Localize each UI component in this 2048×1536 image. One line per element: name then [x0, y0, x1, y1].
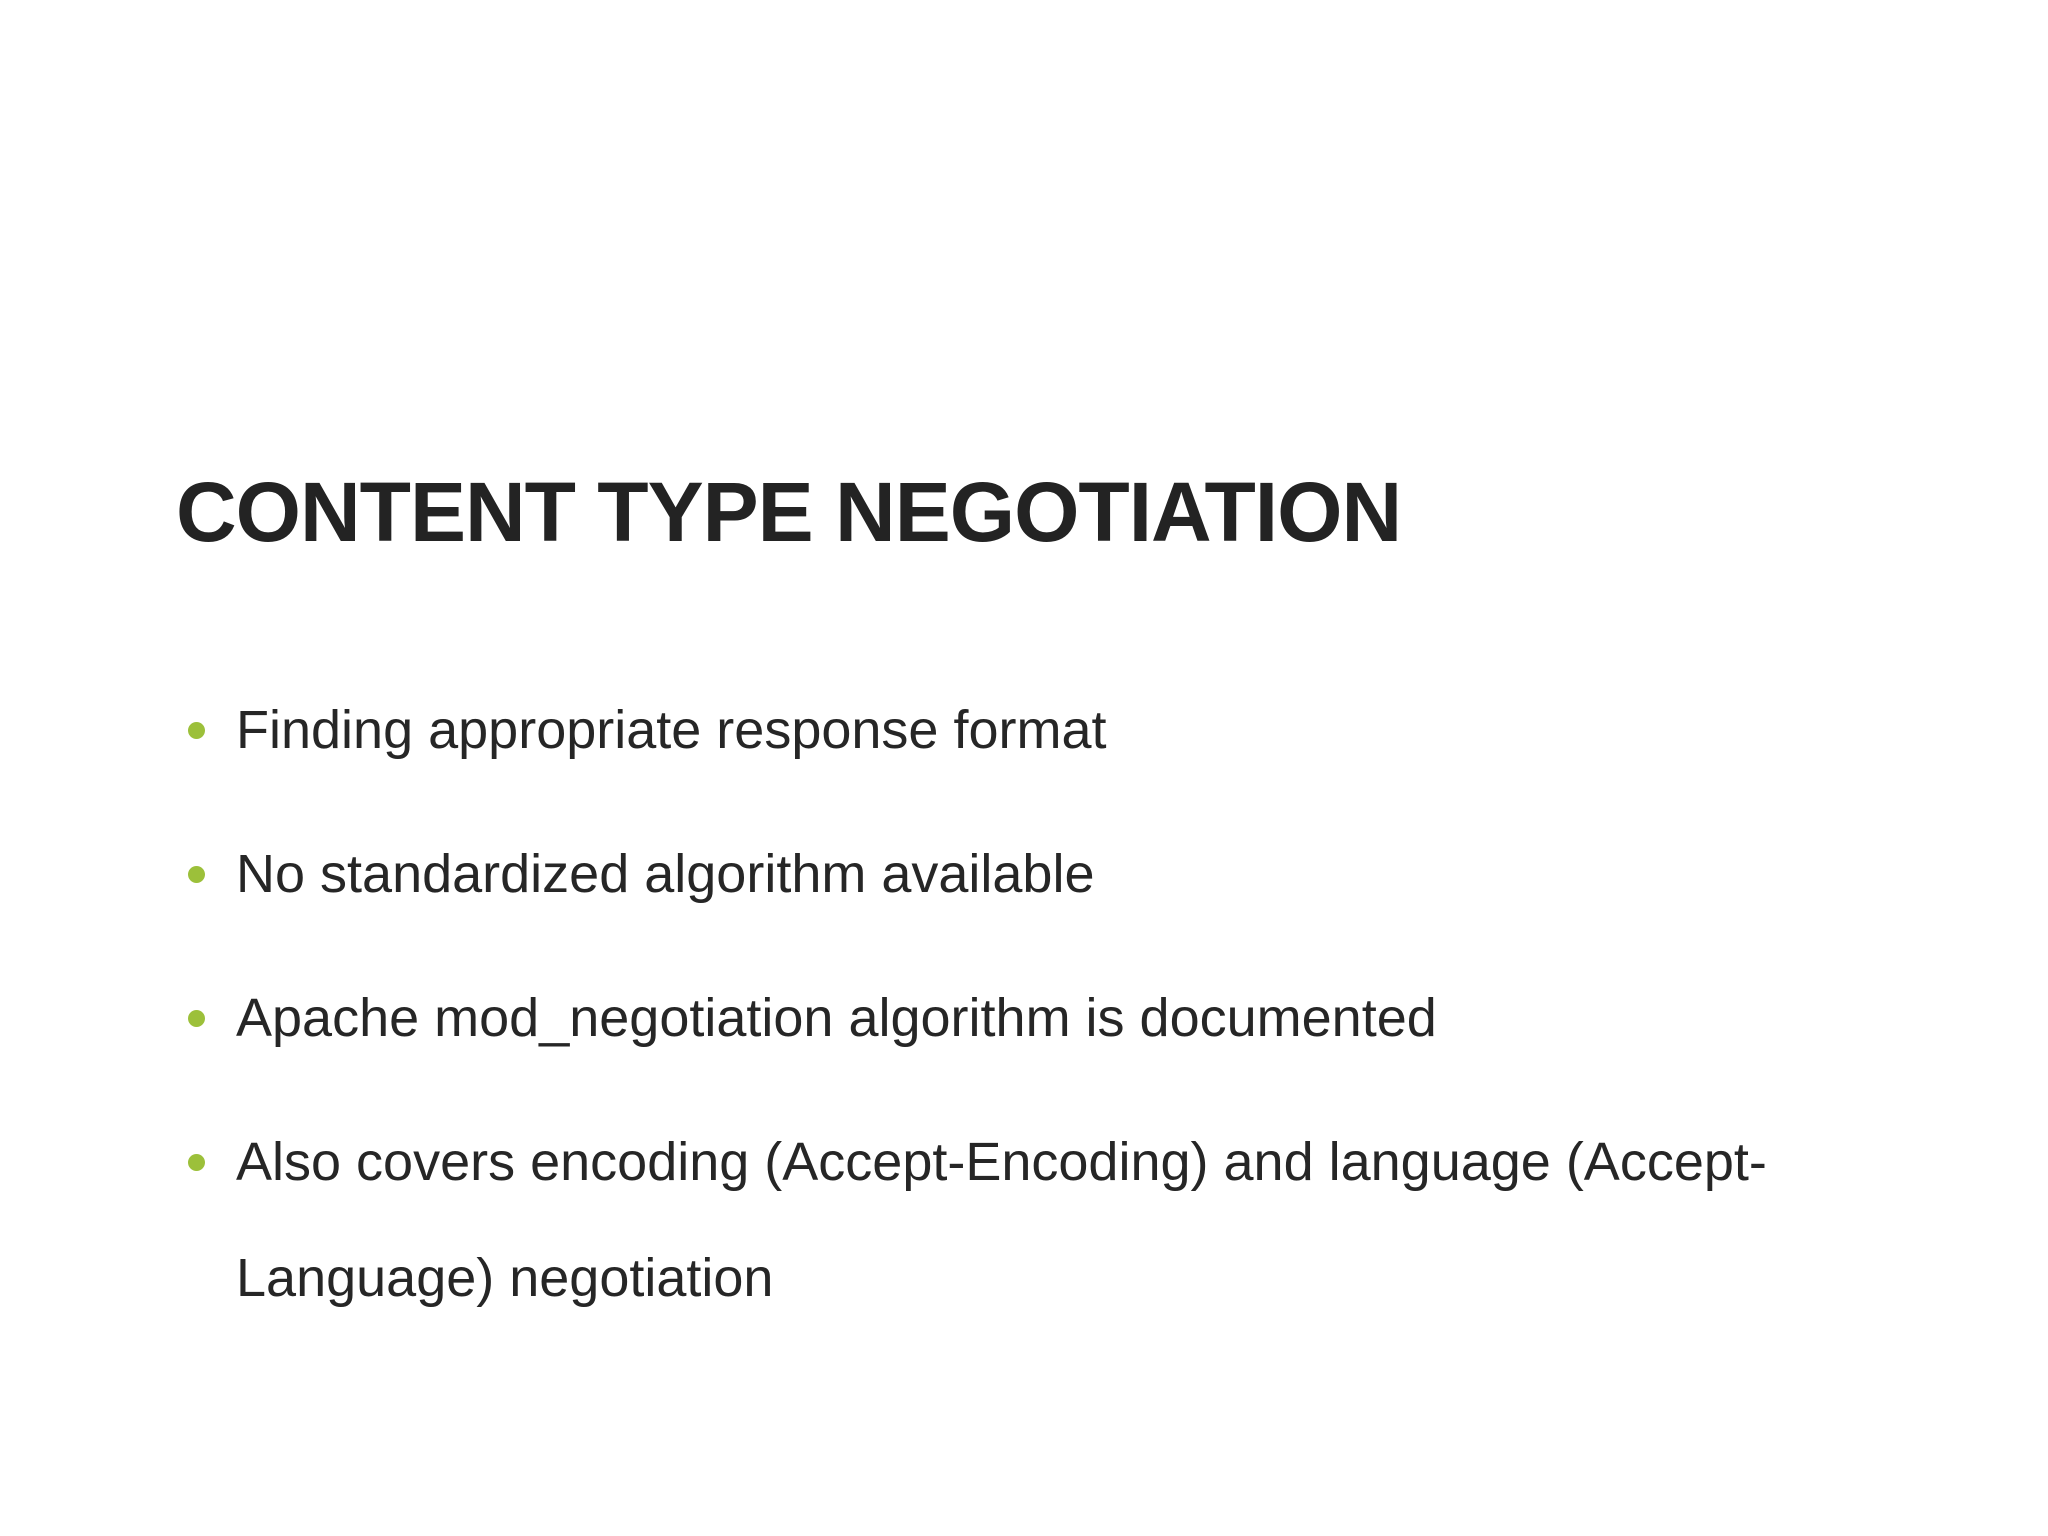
- bullet-text: Finding appropriate response format: [236, 700, 1107, 760]
- bullet-text: Apache mod_negotiation algorithm is documented: [236, 988, 1437, 1048]
- bullet-text: Also covers encoding (Accept-Encoding) and language (Accept-Language) negotiation: [236, 1132, 1767, 1308]
- slide-title: CONTENT TYPE NEGOTIATION: [176, 465, 1402, 559]
- bullet-dot-icon: [188, 1010, 205, 1027]
- bullet-dot-icon: [188, 722, 205, 739]
- list-item: [176, 960, 1876, 1076]
- bullet-list: [176, 672, 1876, 1364]
- bullet-dot-icon: [188, 866, 205, 883]
- list-item: [176, 672, 1876, 788]
- list-item: [176, 816, 1876, 932]
- list-item: [176, 1104, 1836, 1336]
- bullet-text: No standardized algorithm available: [236, 844, 1095, 904]
- bullet-dot-icon: [188, 1154, 205, 1171]
